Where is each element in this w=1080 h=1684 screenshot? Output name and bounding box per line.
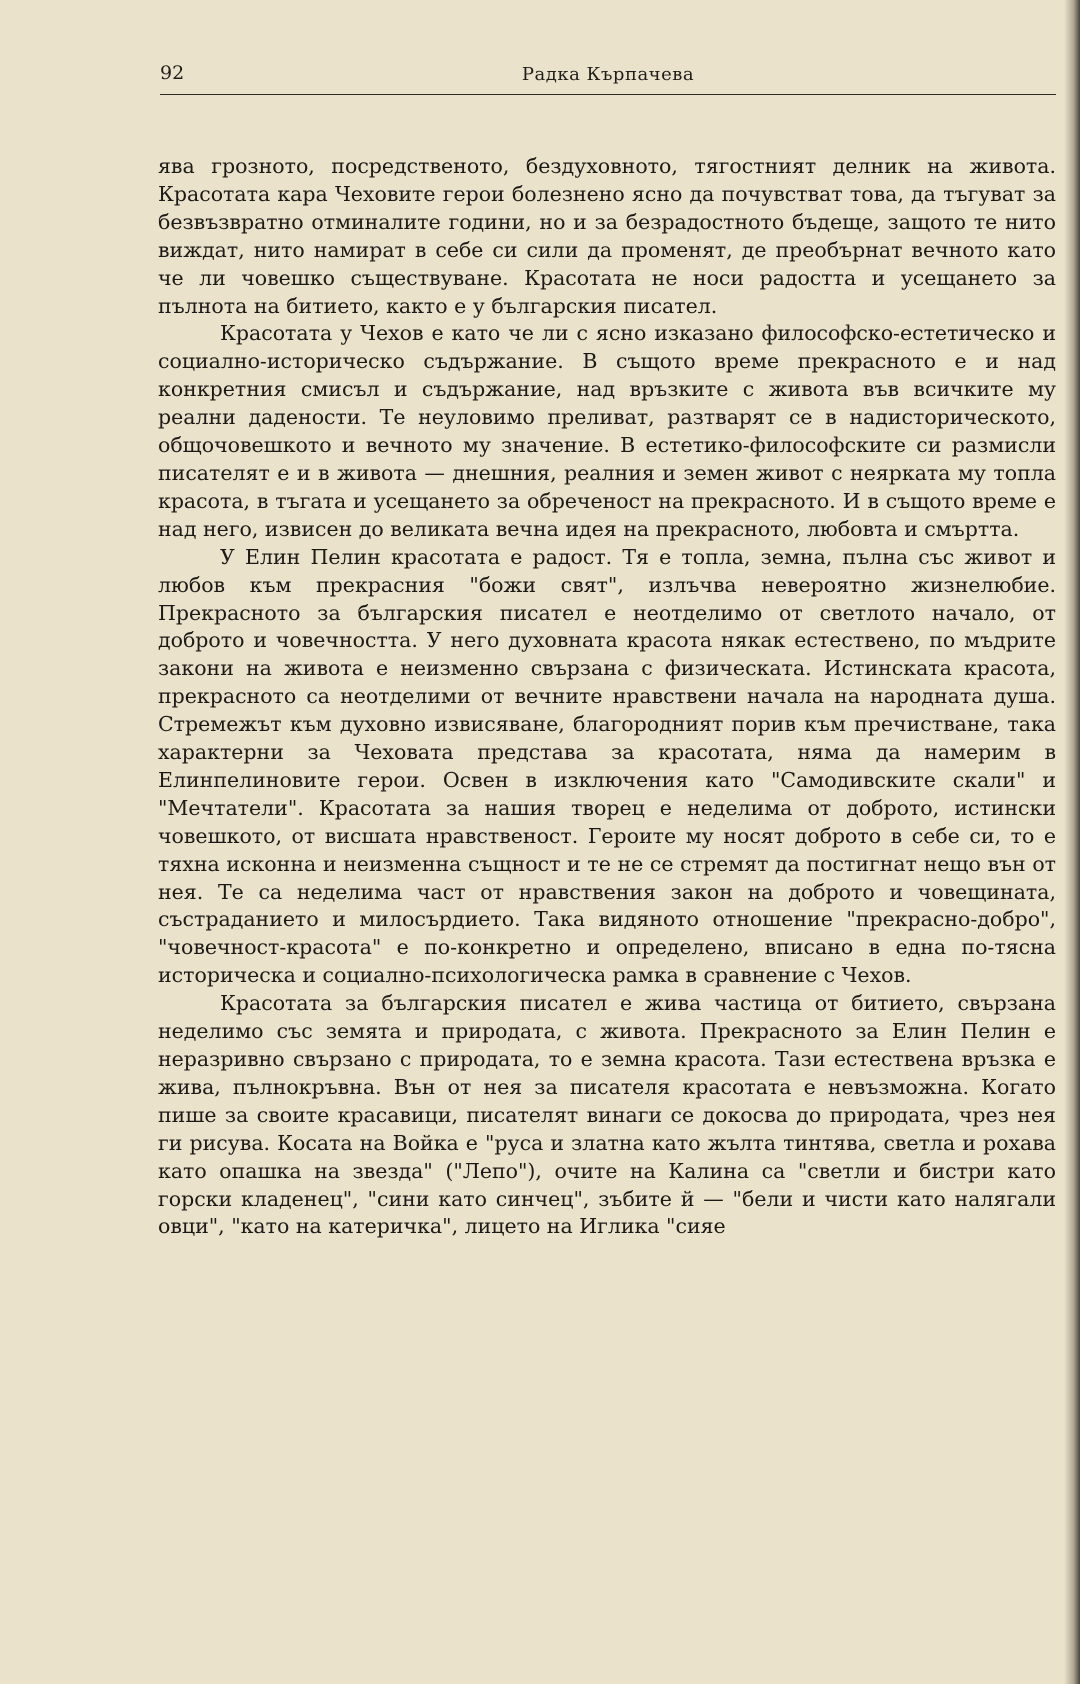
page-number: 92 bbox=[160, 62, 185, 84]
paragraph-1-continued: ява грозното, посредственото, бездуховното, тягостният делник на живота. Красотата кара Чеховите герои болезнено ясно да почувстват това, да тъгуват за безвъзвратно отминалите години, но и за безрадостното бъдеще, защото те нито виждат, нито намират в себе си сили да променят, де преобърнат вечното като че ли човешко съществуване. Красотата не носи радостта и усещането за пълнота на битието, както е у българския писател. bbox=[158, 154, 1056, 318]
page-header bbox=[160, 60, 1056, 95]
paragraph-2: Красотата у Чехов е като че ли с ясно изказано философско-естетическо и социално-историческо съдържание. В същото време прекрасното е и над конкретния смисъл и съдържание, над връзките с живота във всичките му реални дадености. Те неуловимо преливат, разтварят се в надисторическото, общочовешкото и вечното му значение. В естетико-философските си размисли писателят е и в живота — днешния, реалния и земен живот с неярката му топла красота, в тъгата и усещането за обреченост на прекрасното. И в същото време е над него, извисен до великата вечна идея на прекрасното, любовта и смъртта. bbox=[158, 321, 1056, 541]
paragraph-3: У Елин Пелин красотата е радост. Тя е топла, земна, пълна със живот и любов към прекрасния "божи свят", излъчва невероятно жизнелюбие. Прекрасното за българския писател е неотделимо от светлото начало, от доброто и човечността. У него духовната красота някак естествено, по мъдрите закони на живота е неизменно свързана с физическата. Истинската красота, прекрасното са неотделими от вечните нравствени начала на народната душа. Стремежът към духовно извисяване, благородният порив към пречистване, така характерни за Чеховата представа за красотата, няма да намерим в Елинпелиновите герои. Освен в изключения като "Самодивските скали" и "Мечтатели". Красотата за нашия творец е неделима от доброто, истински човешкото, от висшата нравственост. Героите му носят доброто в себе си, то е тяхна исконна и неизменна същност и те не се стремят да постигнат нещо вън от нея. Те са неделима част от нравствения закон на доброто и човещината, състраданието и милосърдието. Така видяното отношение "прекрасно-добро", "човечност-красота" е по-конкретно и определено, вписано в една по-тясна историческа и социално-психологическа рамка в сравнение с Чехов. bbox=[158, 544, 1056, 988]
body-text bbox=[158, 153, 1056, 1241]
paragraph-4: Красотата за българския писател е жива частица от битието, свързана неделимо със земята и природата, с живота. Прекрасното за Елин Пелин е неразривно свързано с природата, то е земна красота. Тази естествена връзка е жива, пълнокръвна. Вън от нея за писателя красотата е невъзможна. Когато пише за своите красавици, писателят винаги се докосва до природата, чрез нея ги рисува. Косата на Войка е "руса и златна като жълта тинтява, светла и рохава като опашка на звезда" ("Лепо"), очите на Калина са "светли и бистри като горски кладенец", "сини като синчец", зъбите й — "бели и чисти като налягали овци", "като на катеричка", лицето на Иглика "сияе bbox=[158, 991, 1056, 1239]
running-title: Радка Кърпачева bbox=[521, 64, 695, 85]
